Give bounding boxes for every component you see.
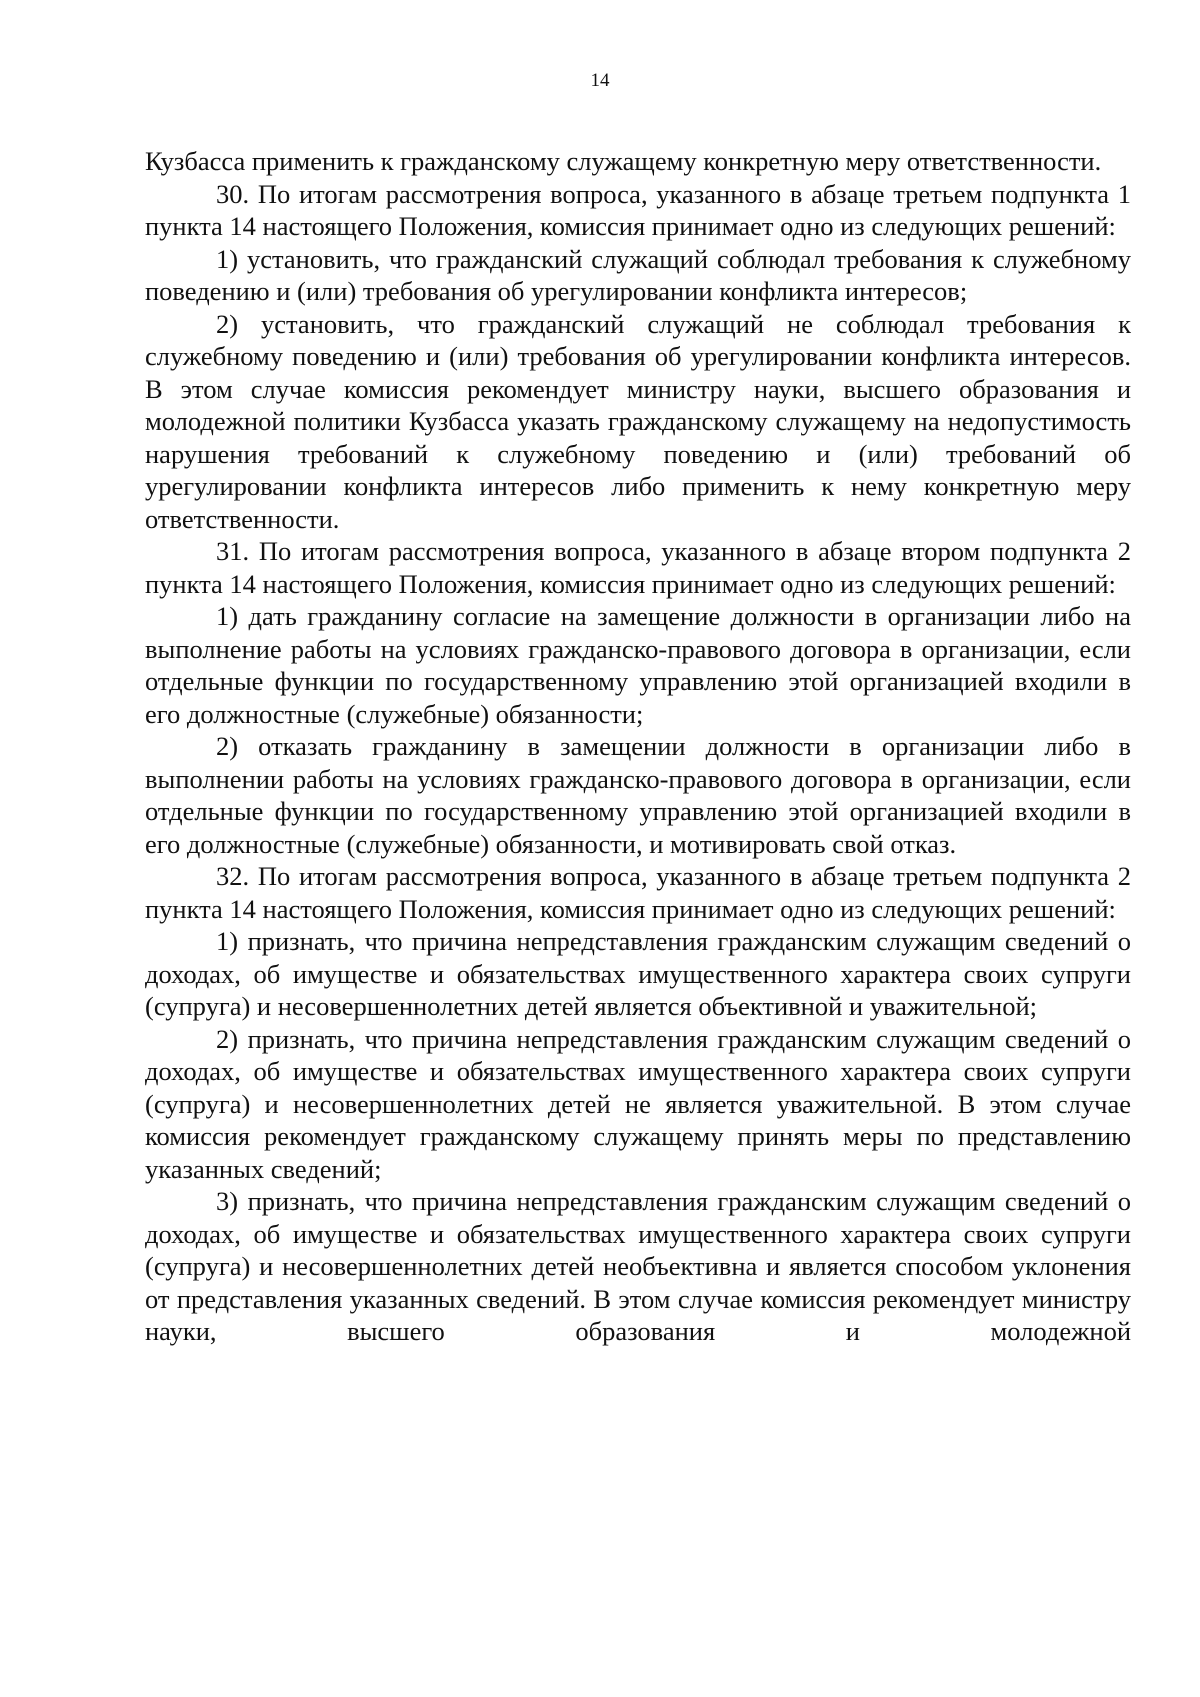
page-number: 14 <box>590 70 610 91</box>
paragraph: 1) дать гражданину согласие на замещение должности в организации либо на выполнение работы на условиях гражданско-правового договора в организации, если отдельные функции по государственному управлению этой организацией входили в его должностные (служебные) обязанности; <box>145 601 1131 729</box>
paragraph: 3) признать, что причина непредставления гражданским служащим сведений о доходах, об имуществе и обязательствах имущественного характера своих супруги (супруга) и несовершеннолетних детей необъективна и является способом уклонения от представления указанных сведений. В этом случае комиссия рекомендует министру науки, высшего образования и молодежной <box>145 1186 1131 1346</box>
paragraph: 30. По итогам рассмотрения вопроса, указанного в абзаце третьем подпункта 1 пункта 14 настоящего Положения, комиссия принимает одно из следующих решений: <box>145 178 1131 241</box>
paragraph: Кузбасса применить к гражданскому служащему конкретную меру ответственности. <box>145 146 1102 176</box>
paragraph: 2) отказать гражданину в замещении должности в организации либо в выполнении работы на условиях гражданско-правового договора в организации, если отдельные функции по государственному управлению этой организацией входили в его должностные (служебные) обязанности, и мотивировать свой отказ. <box>145 731 1131 859</box>
document-body <box>145 145 1131 1348</box>
paragraph: 1) признать, что причина непредставления гражданским служащим сведений о доходах, об имуществе и обязательствах имущественного характера своих супруги (супруга) и несовершеннолетних детей является объективной и уважительной; <box>145 926 1131 1021</box>
paragraph: 31. По итогам рассмотрения вопроса, указанного в абзаце втором подпункта 2 пункта 14 настоящего Положения, комиссия принимает одно из следующих решений: <box>145 536 1131 599</box>
paragraph: 1) установить, что гражданский служащий соблюдал требования к служебному поведению и (или) требования об урегулировании конфликта интересов; <box>145 243 1131 306</box>
paragraph: 2) установить, что гражданский служащий не соблюдал требования к служебному поведению и (или) требования об урегулировании конфликта интересов. В этом случае комиссия рекомендует министру науки, высшего образования и молодежной политики Кузбасса указать гражданскому служащему на недопустимость нарушения требований к служебному поведению и (или) требований об урегулировании конфликта интересов либо применить к нему конкретную меру ответственности. <box>145 308 1131 534</box>
paragraph: 32. По итогам рассмотрения вопроса, указанного в абзаце третьем подпункта 2 пункта 14 настоящего Положения, комиссия принимает одно из следующих решений: <box>145 861 1131 924</box>
paragraph: 2) признать, что причина непредставления гражданским служащим сведений о доходах, об имуществе и обязательствах имущественного характера своих супруги (супруга) и несовершеннолетних детей не является уважительной. В этом случае комиссия рекомендует гражданскому служащему принять меры по представлению указанных сведений; <box>145 1023 1131 1184</box>
